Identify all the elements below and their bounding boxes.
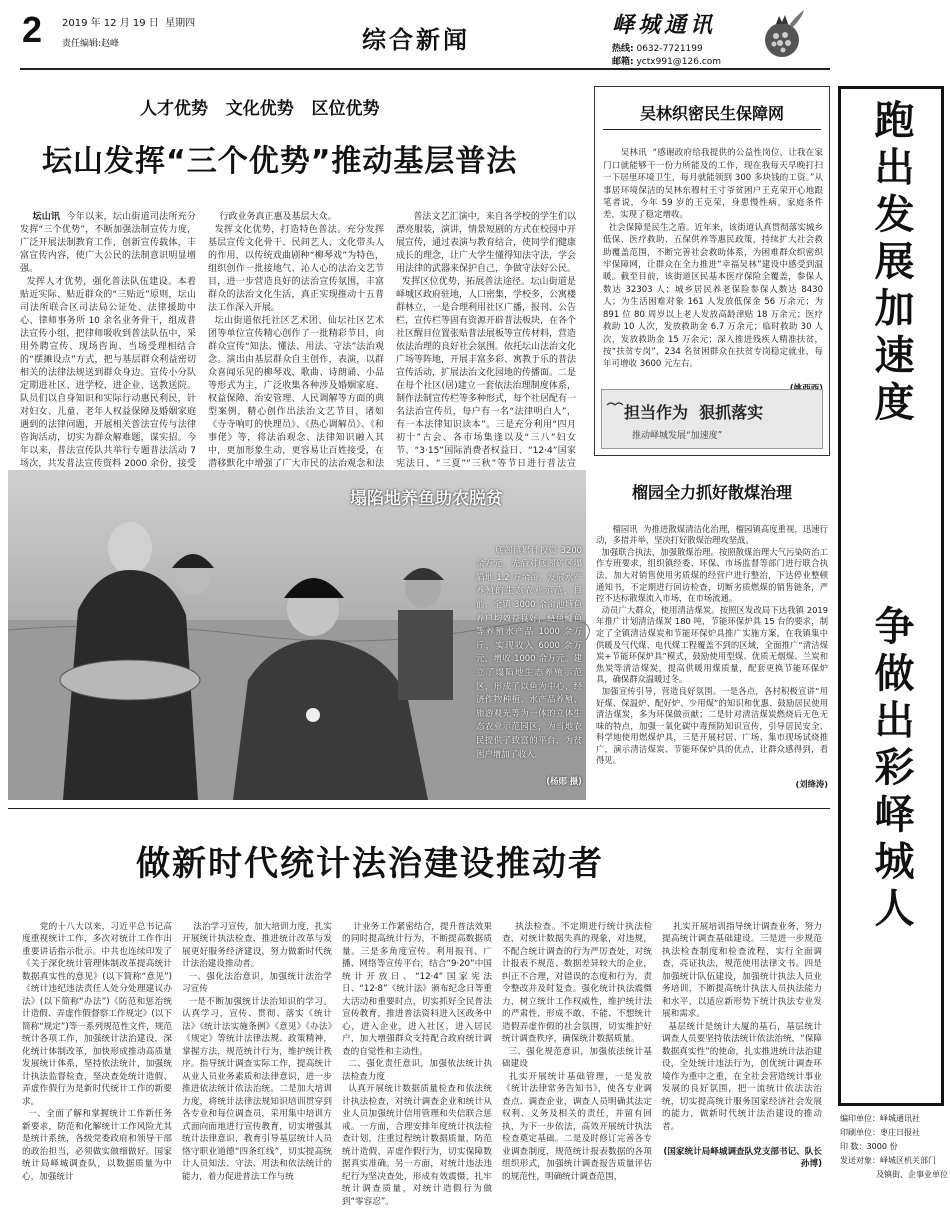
article-text: 吴林讯 “感谢政府给我提供的公益性岗位，让我在家门口就能够干一份力所能及的工作，现在我每天早晚打扫一下居里环境卫生，每月就能领到 300 多块钱的工资。”从事居环境保洁的吴林东穆村王寸爷贫困户王克荣开心地跟笔者说，今年 59 岁的王克荣，身患慢性病，家庭条件差，实现了稳定增收。 社会保障是民生之盾。近年来，该街道认真贯彻落实城乡低保、医疗救助、五保供养等惠民政策，持续扩大社会救助覆盖范围，不断完善社会救助体系，为困难群众织密织牢保障网，让群众在全力推进“幸福吴林”建设中感受到温暖。截至目前，该街道区民基本医疗保险全覆盖，参保人数达 32303 人；城乡居民养老保险参保人数达 8430 人；为生活困难对象 161 人发放低保金 56 万余元；为 891 位 80 周岁以上老人发放高龄津贴 18 万余元；医疗救助 10 人次，发放救助金 6.7 万余元；临时救助 30 人次，发放救助金 15 万余元；深入推进残疾人精准扶贫，按“扶贫专岗”，234 名贫困群众在扶贫专岗稳定就业，每年可增收 3600 元左右。 [603, 148, 824, 370]
slogan-banner [601, 389, 823, 449]
info-key: 印 数： [840, 1142, 867, 1151]
masthead [0, 0, 950, 72]
banner-main-text: 担当作为 狠抓落实 [624, 403, 764, 422]
byline: (国家统计局峄城调查队党支部书记、队长 孙博) [663, 1146, 825, 1169]
info-key: 发送对象： [840, 1156, 880, 1165]
article-column [182, 908, 332, 1196]
masthead-rule [20, 68, 830, 70]
article-headline: 吴林织密民生保障网 [639, 104, 784, 123]
email-line [612, 54, 721, 67]
section-divider [8, 808, 830, 809]
article-wulin [594, 86, 830, 456]
article-column [396, 198, 577, 469]
article-headline: 榴园全力抓好散煤治理 [631, 483, 792, 502]
publication-info [840, 1112, 948, 1182]
hotline-number: 0632-7721199 [636, 44, 703, 54]
info-line [840, 1154, 948, 1168]
article-kicker: 人才优势 文化优势 区位优势 [140, 99, 380, 119]
article-headline: 坛山发挥“三个优势”推动基层普法 [42, 144, 518, 179]
pomegranate-logo-icon [752, 6, 812, 66]
slogan-bottom: 争做出彩峄城人 [868, 605, 914, 934]
article-text: 计业务工作紧密结合，提升普法效果的同时提高统计行为，不断提高数据质量。三是多角度宣传。利用报刊、广播、网络等宣传平台，结合“9·20”中国统计开放日、“12·4”国家宪法日、“12·8”《统计法》颁布纪念日等重大活动和重要时点，切实抓好全民普法宣传教育，推进普法资料进入区政务中心，进入企业，进入社区，进入居民户，加大增强群众支持配合政府统计调查的自觉性和主动性。 二、强化责任意识，加强依法统计执法检查力度 认真开展统计数据质量检查和依法统计执法检查，对统计调查企业和统计从业人员加强统计信用管理和失信联合惩戒。一方面，合理安排年度统计执法检查计划，注重过程统计数据质量，防范统计造假、弄虚作假行为，切实保障数据真实准确。另一方面，对统计违法违纪行为坚决查处，形成有效震慑，扎牢统计调查质量，对统计造假行为做到“零容忍”。 [342, 921, 492, 1207]
info-value: 枣庄日报社 [880, 1128, 920, 1137]
dateline: 坛山讯 [32, 212, 61, 222]
article-text: 扎实开展培训指导统计调查业务，努力提高统计调查基础建设。三是进一步规范执法检查制度和检查流程，实行全面调查，亮证执法，规范使用法律文书。四是加强统计队伍建设，加强统计执法人员业务培训，不断提高统计执法人员执法能力和水平，以适应新形势下统计执法专业发展和需求。 基层统计是统计大厦的基石，基层统计调查人员要坚持依法统计依法治统，“保障数据真实性”的使命，扎实推进统计法治建设，全处统计违法行为，创优统计调查环境作为重中之重，在全社会营造统计事业发展的良好氛围，把一流统计依法法治统，切实提高统计服务国家经济社会发展的能力，做新时代统计法治建设的推动者。 [662, 921, 822, 1132]
article-liuyuan [594, 470, 830, 800]
info-value: 及镇街、企事业单位 [876, 1170, 948, 1179]
hotline-line [612, 41, 703, 54]
article-text: 行政业务真正惠及基层大众。 发挥文化优势，打造特色普法。充分发挥基层宣传文化骨干、民间艺人、文化带头人的作用，以传统戏曲剧种“柳琴戏”为特色，组织创作一批接地气、沁人心的法治文艺节目，进一步营造良好的法治宣传氛围，丰富群众的法治文化生活，真正实现推动十五普法工作深入开展。 坛山街道依托社区艺术团、仙坛社区艺术团等单位宣传精心创作了一批精彩节目，向群众宣传“知法、懂法、用法、守法”法治观念。演出由基层群众自主创作，表演，以群众喜闻乐见的柳琴戏、歌曲、诗朗诵、小品等形式为主，广泛收集各种涉及婚姻家庭、权益保障、治安管理、人民调解等方面的典型案例，精心创作出法治文艺节目，诸如《寺寺响叮的快理员》、《热心调解员》、《和事佬》等，将法治观念、法律知识融入其中，更加形象生动，更容易让百姓接受，在潜移默化中增强了广大市民的法治观念和法 [208, 212, 384, 469]
article-tanshan [20, 88, 580, 469]
page-number: 2 [22, 9, 43, 50]
photo-story [8, 470, 586, 800]
photo-caption [476, 530, 585, 792]
photo-headline: 塌陷地养鱼助农脱贫 [350, 489, 503, 509]
divider [603, 129, 821, 130]
banner-sub-text: 推动峄城发展“加速度” [632, 431, 723, 441]
info-line [840, 1168, 948, 1182]
article-headline: 做新时代统计法治建设推动者 [136, 844, 604, 884]
info-line [840, 1126, 948, 1140]
info-value: 峄城区机关部门 [880, 1156, 936, 1165]
slogan-sidebar [838, 86, 944, 1106]
article-column [502, 908, 652, 1196]
article-text: 法治学习宣传，加大培训力度，扎实开展统计执法检查，推进统计改革与发展更好服务经济建设，努力做新时代统计法治建设推动者。 一、强化法治意识，加强统计法治学习宣传 一是不断加强统计法治知识的学习。认真学习，宣传、贯彻、落实《统计法》《统计法实施条例》《意见》《办法》《规定》等统计法律法规、政策精神，掌握方法，规范统计行为，维护统计秩序。指导统计调查实际工作，提高统计从业人员业务素质和法律意识，进一步推进依法统计依法治统。二是加大培训力度，将统计法律法规知识培训贯穿到各专业和每位调查员，采用集中培训方式面向面地进行宣传教育，切实增强其统计法律意识，教育引导基层统计人员恪守职业道德“四条红线”，切实提高统计人员知法、守法、用法和依法统计的能力，着力促进普法工作与统 [182, 921, 332, 1182]
editor-label: 责任编辑: [62, 39, 102, 49]
editor-name: 赵峰 [101, 39, 120, 49]
byline: (刘绛涛) [795, 778, 828, 789]
hotline-label: 热线: [612, 44, 634, 54]
article-text: 普法文艺汇演中，来自各学校的学生们以漂亮服装，演讲，情景短剧的方式在校园中开展宣传，通过表演与教育结合，使同学们健康成长的理念，让广大学生懂得知法守法，学会用法律的武器来保护自己，争做守法好公民。 发挥区位优势，拓展普法途径。坛山街道是峄城区政府驻地，人口密集，学校多，公寓楼群林立，一是合理利用社区广播，报刊、公告栏，宣传栏等固有资源开辟普法板块，在各个社区醒目位置张贴普法展板等宣传材料，营造依法治理的良好社会氛围。依托坛山法治文化广场等阵地，开展丰富多彩、寓教于乐的普法宣传活动，扩展法治文化园地的传播面。二是在每个社区(居)建立一套依法治理制度体系，制作法制宣传栏等多种形式，每个社居配有一名法治宣传员，每户有一名“法律明白人”，有一本法律知识读本”。三是充分利用“四月初十”古会、各市场集逢以及“三八”妇女节、“3·15”国际消费者权益日、“12·4”国家宪法日、“三夏”“三秋”等节日进行普法宣 [396, 212, 577, 469]
article-column [20, 198, 196, 469]
weekday-text: 星期四 [165, 18, 196, 29]
article-column [342, 908, 492, 1207]
info-value: 3000 份 [866, 1142, 898, 1151]
section-title: 综合新闻 [362, 26, 470, 54]
article-column [662, 908, 825, 1196]
article-statistics [8, 812, 830, 1207]
flying-birds-icon [606, 398, 624, 412]
email-label: 邮箱: [612, 57, 634, 67]
byline: (杨郧 摄) [546, 775, 582, 786]
date-text: 2019 年 12 月 19 日 [62, 18, 159, 29]
paper-name: 峄城通讯 [612, 12, 717, 38]
info-line [840, 1112, 948, 1126]
article-column [22, 908, 172, 1196]
issue-date [62, 14, 195, 29]
article-text: 执法检查。不定期进行统计执法检查，对统计数据失真的现象，对违规，不配合统计调查的行为严厉查处，对统计报表不规范、数据差异较大的企业，纠正不合理，对错误的态度和行为，责令整改并及时复查。强化统计执法震慑力，树立统计工作权威性，维护统计法的严肃性，形成不敢、不能、不想统计造假弄虚作假的社会氛围，切实维护好统计调查秩序，确保统计数据质量。 三、强化规范意识，加强依法统计基础建设 扎实开展统计基础管理，一是发放《统计法律常务告知书》，使各专业调查点、调查企业，调查人员明确其法定权利、义务及相关的责任，并留有回执，为下一步依法，高效开展统计执法检查奠定基础。二是及时修订完善各专业调查制度，规范统计报表数据的各项组织形式，加强统计调查报告质量评估的规范性，明确统计调查范围， [502, 921, 652, 1182]
article-column [603, 135, 823, 385]
caption-text: 底阁镇累计投资 3200 余万元，先后对底阁矿区塌陷地 1.2 万余亩，发展水产养殖的生态农业示范，目前，全镇 3000 余亩池塘鱼养户均效益良好，鲢鱼鳙鱼等养殖水产品 1000 余万斤，实现收入 6000 余万元，增收 1000 余万元。建立了塌陷地生态养殖示范区，形成了以鱼为中心、经济作物种植、水产品养殖、旅游观光等为一体的立体生态农业示范园区，为当地农民提供了致富的平台，为贫困户增加了收入。 [476, 544, 585, 759]
info-line [840, 1140, 948, 1154]
info-key: 印刷单位： [840, 1128, 880, 1137]
info-key: 编印单位： [840, 1114, 880, 1123]
article-text: 党的十八大以来，习近平总书记高度重视统计工作，多次对统计工作作出重要讲话指示批示。中共也连续印发了《关于深化统计管理体制改革提高统计数据真实性的意见》(以下简称“意见”)《统计违纪违法责任人处分处理建议办法》(以下简称“办法”)《防范和惩治统计造假、弄虚作假督察工作规定》(以下简称“规定”)等一系列规范性文件，规范统计各项工作，加强统计法治建设，深化统计体制改革，加快形成推动高质量发展统计体系，坚持依法统计，加强统计执法监督检查，坚决查处统计造假、弄虚作假行为是新时代统计工作的新要求。 一、全面了解和掌握统计工作新任务新要求，防范和化解统计工作风险尤其是统计系统，各级党委政府和领导干部的政治担当，必须做实做细做好。国家统计局峄城调查队，以数据质量为中心，加强统计 [22, 921, 172, 1182]
article-column [596, 512, 828, 800]
info-value: 峄城通讯社 [880, 1114, 920, 1123]
editor-line [62, 36, 119, 49]
email-address: yctx991@126.com [636, 57, 722, 67]
article-text: 今年以来，坛山街道司法所充分发挥“三个优势”，不断加强法制宣传力度，广泛开展法制教育工作，创新宣传载体，丰富宣传内容，使广大公民的法制意识明显增强。 发挥人才优势，强化普法队伍建设。本着贴近实际、贴近群众的“三贴近”原则，坛山司法所联合区司法局公证处、法律援助中心、律师事务所 10 余名业务骨干，组成普法宣传小组，把律师吸收到普法队伍中，采用外聘宣传、现场咨询、当场受理相结合的“摆摊设点”方式，把与基层群众利益密切相关的法律法规送到群众身边。宣传小分队定期进社区、进学校、进企业、送教送院。队员们以自身知识和实际行动惠民利民，针对妇女、儿童、老年人权益保障及婚姻家庭遇到的法律问题，开展相关普法宣传与法律咨询活动，切实为群众解难题，谋实招。今年以来，普法宣传队共举行专题普法活动 7 场次，共发普法宣传资料 2000 余份，接受 [20, 212, 196, 469]
article-column [208, 198, 384, 469]
slogan-top: 跑出发展加速度 [868, 99, 914, 428]
article-text: 榴园讯 为推进散煤清洁化治理，榴园镇高度重视，迅速行动，多措并举，坚决打好散煤治理攻坚战。 加强联合执法，加强散煤治理。按照散煤治理大气污染防治工作专班要求，组织镇经委、环保、市场监督等部门进行联合执法，加大对销售使用劣质煤的经营户进行整治，下达停业整顿通知书，不定期进行回访检查，切断劣质燃煤的销售链条，严控不达标散煤流入市场，在市场流通。 动员广大群众，使用清洁煤炭。按照区发改局下达我镇 2019 年推广计划清洁煤炭 180 吨，节能环保炉具 15 台的要求，制定了全镇清洁煤炭和节能环保炉具推广实施方案，在我镇集中供暖及气代煤、电代煤工程覆盖不到的区域，全面推广“清洁煤炭+节能环保炉具”模式，鼓励使用型煤、优质无烟煤、兰炭和焦炭等清洁煤炭，提高供暖用煤质量，配套更换节能环保炉具，确保群众温暖过冬。 加强宣传引导，营造良好氛围。一是各点，各村积极宣讲“用好煤、保温炉、配好炉、少用煤”的知识和优惠、鼓励居民使用清洁煤炭，多为环保做贡献；二是针对清洁煤炭燃烧后无色无味的特点，加强一氧化碳中毒预防知识宣传，引导居民安全、科学地使用燃煤炉具，三是开展村居、广场、集市现场试烧推广，演示清洁煤炭、节能环保炉具的优点，让群众感得到，看得见。 [596, 523, 828, 766]
